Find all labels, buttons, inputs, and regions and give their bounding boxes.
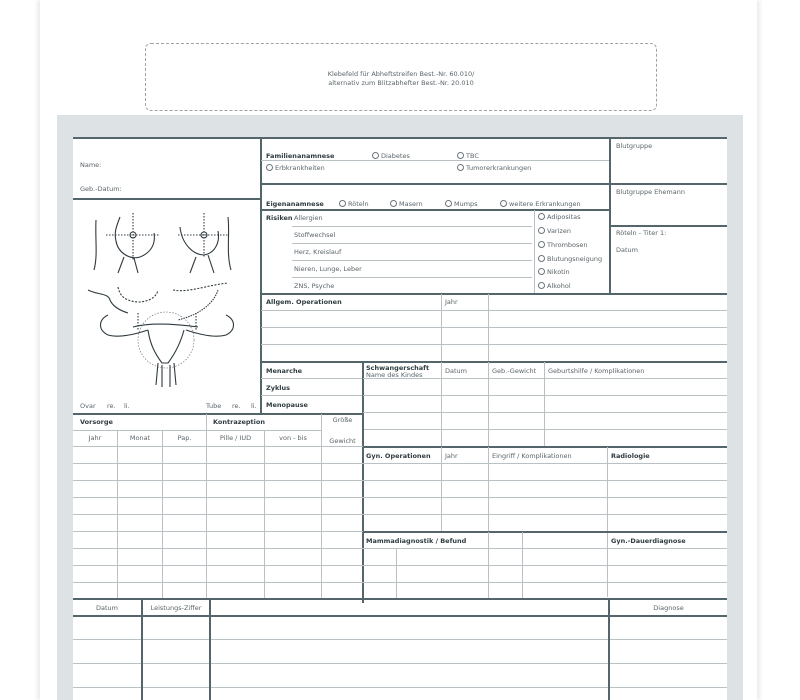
- radio-icon: [339, 200, 346, 207]
- ovar-label: Ovar: [80, 402, 96, 410]
- tube-li-label: li.: [251, 402, 257, 410]
- groesse-label: Größe: [332, 416, 353, 424]
- option-roeteln[interactable]: Röteln: [339, 200, 369, 208]
- name-label: Name:: [80, 161, 102, 169]
- bottom-diagnose-header: Diagnose: [653, 604, 684, 612]
- eigenanamnese-title: Eigenanamnese: [266, 200, 324, 208]
- option-erbkrankheiten[interactable]: Erbkrankheiten: [266, 164, 325, 172]
- bottom-leistungsziffer-header: Leistungs-Ziffer: [150, 604, 202, 612]
- radio-icon: [266, 164, 273, 171]
- familienanamnese-title: Familienanamnese: [266, 152, 335, 160]
- radio-icon: [538, 255, 545, 262]
- option-tumorerkrankungen[interactable]: Tumorerkrankungen: [457, 164, 531, 172]
- radio-icon: [457, 164, 464, 171]
- vorsorge-pap-header: Pap.: [177, 434, 192, 442]
- menarche-label: Menarche: [266, 367, 302, 375]
- radiologie-title: Radiologie: [611, 452, 650, 460]
- option-thrombosen[interactable]: Thrombosen: [538, 241, 588, 249]
- radio-icon: [445, 200, 452, 207]
- radio-icon: [538, 227, 545, 234]
- schwangerschaft-komplikationen-header: Geburtshilfe / Komplikationen: [548, 367, 645, 375]
- uterus-diagram-icon: [88, 283, 234, 387]
- vorsorge-monat-header: Monat: [129, 434, 151, 442]
- option-masern[interactable]: Masern: [390, 200, 423, 208]
- risiko-nieren-lunge-leber: Nieren, Lunge, Leber: [294, 265, 362, 273]
- ovar-re-label: re.: [107, 402, 116, 410]
- blutgruppe-label: Blutgruppe: [616, 142, 653, 150]
- radio-icon: [457, 152, 464, 159]
- gyn-operationen-eingriff-header: Eingriff / Komplikationen: [492, 452, 572, 460]
- glue-field-line-1: Klebefeld für Abheftstreifen Best.-Nr. 60.010/: [327, 70, 475, 78]
- name-field[interactable]: [130, 158, 255, 170]
- radio-icon: [538, 282, 545, 289]
- schwangerschaft-gewicht-header: Geb.-Gewicht: [492, 367, 537, 375]
- gewicht-label: Gewicht: [329, 437, 356, 445]
- kontrazeption-von-bis-header: von - bis: [279, 434, 307, 442]
- zyklus-label: Zyklus: [266, 384, 290, 392]
- risiko-allergien: Allergien: [294, 214, 323, 222]
- option-adipositas[interactable]: Adipositas: [538, 213, 580, 221]
- breast-left-icon: [94, 213, 160, 273]
- anatomy-diagram[interactable]: [78, 205, 256, 395]
- kontrazeption-title: Kontrazeption: [213, 418, 265, 426]
- glue-field: [145, 43, 657, 111]
- option-tbc[interactable]: TBC: [457, 152, 479, 160]
- risiko-zns-psyche: ZNS, Psyche: [294, 282, 335, 290]
- option-nikotin[interactable]: Nikotin: [538, 268, 570, 276]
- dob-field[interactable]: [130, 182, 255, 194]
- allgem-operationen-jahr-header: Jahr: [445, 298, 458, 306]
- option-blutungsneigung[interactable]: Blutungsneigung: [538, 255, 602, 263]
- risiken-title: Risiken: [266, 214, 293, 222]
- radio-icon: [538, 213, 545, 220]
- vorsorge-jahr-header: Jahr: [88, 434, 102, 442]
- blutgruppe-ehemann-label: Blutgruppe Ehemann: [616, 188, 685, 196]
- tube-label: Tube: [206, 402, 222, 410]
- gyn-operationen-jahr-header: Jahr: [445, 452, 458, 460]
- titer-datum-label: Datum: [616, 246, 638, 254]
- gyn-operationen-title: Gyn. Operationen: [366, 452, 431, 460]
- option-diabetes[interactable]: Diabetes: [372, 152, 410, 160]
- dauerdiagnose-title: Gyn.-Dauerdiagnose: [611, 537, 686, 545]
- ovar-li-label: li.: [124, 402, 130, 410]
- radio-icon: [390, 200, 397, 207]
- radio-icon: [372, 152, 379, 159]
- glue-field-line-2: alternativ zum Blitzabhefter Best.-Nr. 20.010: [328, 79, 474, 87]
- menopause-label: Menopause: [266, 401, 308, 409]
- schwangerschaft-subtitle: Name des Kindes: [366, 371, 423, 379]
- allgem-operationen-title: Allgem. Operationen: [266, 298, 342, 306]
- schwangerschaft-datum-header: Datum: [445, 367, 467, 375]
- breast-right-icon: [178, 213, 231, 273]
- mammadiagnostik-title: Mammadiagnostik / Befund: [366, 537, 467, 545]
- radio-icon: [538, 241, 545, 248]
- vorsorge-title: Vorsorge: [80, 418, 113, 426]
- dob-label: Geb.-Datum:: [80, 185, 122, 193]
- tube-re-label: re.: [232, 402, 241, 410]
- risiko-stoffwechsel: Stoffwechsel: [294, 231, 336, 239]
- radio-icon: [500, 200, 507, 207]
- option-weitere-erkrankungen[interactable]: weitere Erkrankungen: [500, 200, 581, 208]
- roeteln-titer-label: Röteln - Titer 1:: [616, 229, 667, 237]
- option-alkohol[interactable]: Alkohol: [538, 282, 571, 290]
- option-varizen[interactable]: Varizen: [538, 227, 571, 235]
- kontrazeption-pille-header: Pille / IUD: [219, 434, 252, 442]
- bottom-datum-header: Datum: [96, 604, 118, 612]
- option-mumps[interactable]: Mumps: [445, 200, 478, 208]
- risiko-herz-kreislauf: Herz, Kreislauf: [294, 248, 342, 256]
- radio-icon: [538, 268, 545, 275]
- schwangerschaft-title: Schwangerschaft: [366, 364, 430, 372]
